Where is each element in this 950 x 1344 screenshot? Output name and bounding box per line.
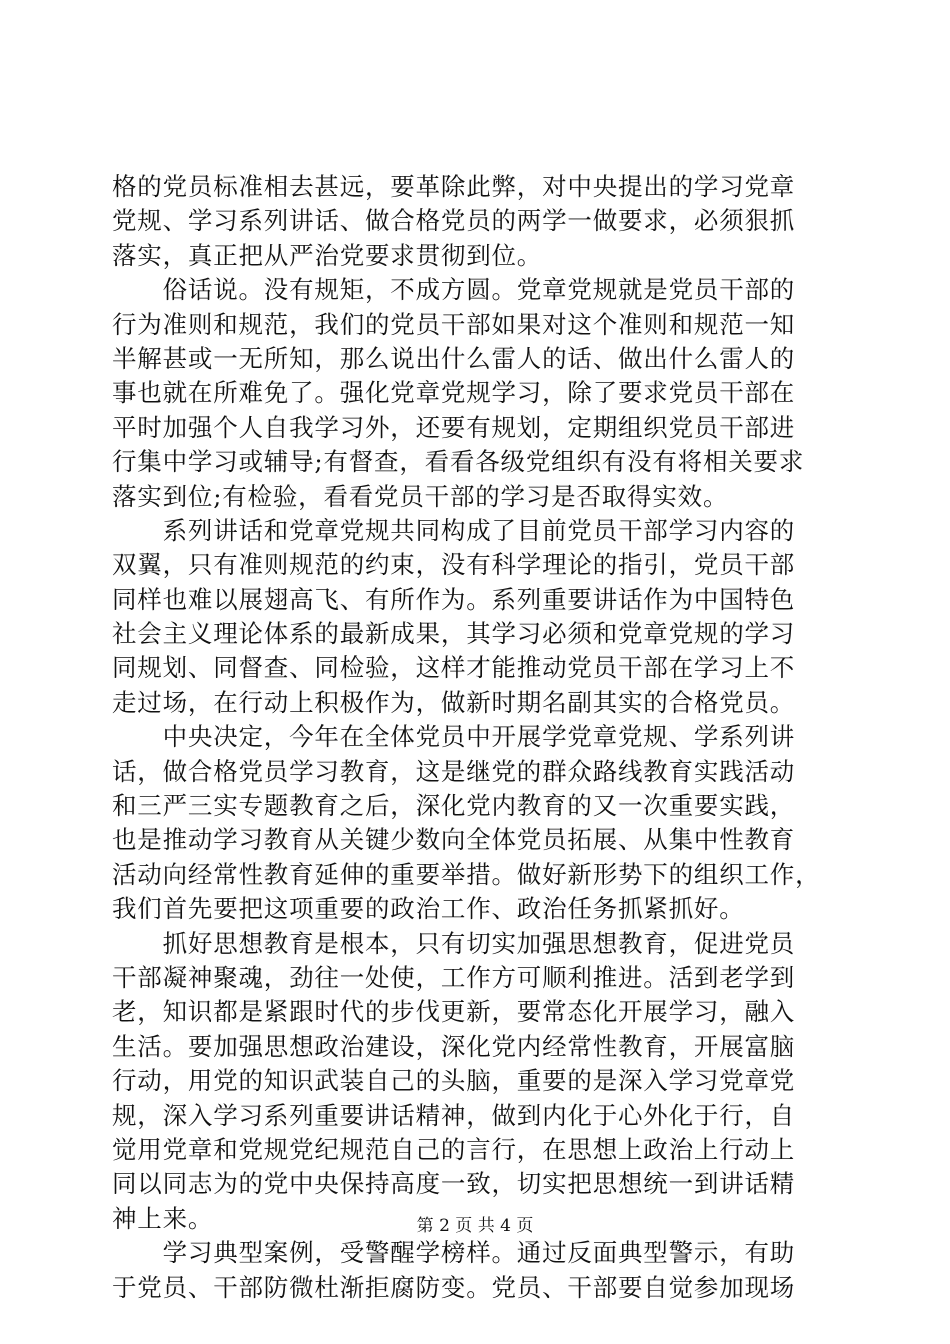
text-line: 同以同志为的党中央保持高度一致，切实把思想统一到讲话精 [112, 1169, 796, 1199]
text-line: 落实，真正把从严治党要求贯彻到位。 [112, 240, 543, 270]
text-line: 神上来。 [112, 1203, 214, 1233]
text-line: 系列讲话和党章党规共同构成了目前党员干部学习内容的 [112, 515, 796, 545]
text-line: 半解甚或一无所知，那么说出什么雷人的话、做出什么雷人的 [112, 343, 796, 373]
text-line: 中央决定，今年在全体党员中开展学党章党规、学系列讲 [112, 722, 796, 752]
text-line: 干部凝神聚魂，劲往一处使，工作方可顺利推进。活到老学到 [112, 962, 796, 992]
text-line: 双翼，只有准则规范的约束，没有科学理论的指引，党员干部 [112, 550, 796, 580]
text-line: 于党员、干部防微杜渐拒腐防变。党员、干部要自觉参加现场 [112, 1272, 796, 1302]
text-line: 行动，用党的知识武装自己的头脑，重要的是深入学习党章党 [112, 1066, 796, 1096]
text-line: 行为准则和规范，我们的党员干部如果对这个准则和规范一知 [112, 309, 796, 339]
text-line: 走过场，在行动上积极作为，做新时期名副其实的合格党员。 [112, 687, 796, 717]
page-footer: 第 2 页 共 4 页 [416, 1216, 534, 1236]
text-line: 社会主义理论体系的最新成果，其学习必须和党章党规的学习 [112, 619, 796, 649]
text-line: 行集中学习或辅导;有督查，看看各级党组织有没有将相关要求 [112, 447, 805, 477]
text-line: 也是推动学习教育从关键少数向全体党员拓展、从集中性教育 [112, 825, 796, 855]
text-line: 落实到位;有检验，看看党员干部的学习是否取得实效。 [112, 481, 729, 511]
text-line: 生活。要加强思想政治建设，深化党内经常性教育，开展富脑 [112, 1031, 796, 1061]
text-line: 规，深入学习系列重要讲话精神，做到内化于心外化于行，自 [112, 1100, 796, 1130]
text-line: 同样也难以展翅高飞、有所作为。系列重要讲话作为中国特色 [112, 584, 796, 614]
body-text [112, 170, 840, 1305]
text-line: 格的党员标准相去甚远，要革除此弊，对中央提出的学习党章 [112, 172, 796, 201]
text-line: 同规划、同督查、同检验，这样才能推动党员干部在学习上不 [112, 653, 796, 683]
text-line: 话，做合格党员学习教育，这是继党的群众路线教育实践活动 [112, 756, 796, 786]
text-line: 活动向经常性教育延伸的重要举措。做好新形势下的组织工作， [112, 859, 821, 889]
text-line: 觉用党章和党规党纪规范自己的言行，在思想上政治上行动上 [112, 1134, 796, 1164]
text-line: 我们首先要把这项重要的政治工作、政治任务抓紧抓好。 [112, 894, 745, 924]
text-line: 老，知识都是紧跟时代的步伐更新，要常态化开展学习，融入 [112, 997, 796, 1027]
text-line: 平时加强个人自我学习外，还要有规划，定期组织党员干部进 [112, 412, 796, 442]
text-line: 俗话说。没有规矩，不成方圆。党章党规就是党员干部的 [112, 275, 796, 305]
text-line: 事也就在所难免了。强化党章党规学习，除了要求党员干部在 [112, 378, 796, 408]
text-line: 党规、学习系列讲话、做合格党员的两学一做要求，必须狠抓 [112, 206, 796, 236]
text-line: 学习典型案例，受警醒学榜样。通过反面典型警示，有助 [112, 1238, 796, 1268]
text-line: 和三严三实专题教育之后，深化党内教育的又一次重要实践， [112, 791, 796, 821]
text-line: 抓好思想教育是根本，只有切实加强思想教育，促进党员 [112, 928, 796, 958]
